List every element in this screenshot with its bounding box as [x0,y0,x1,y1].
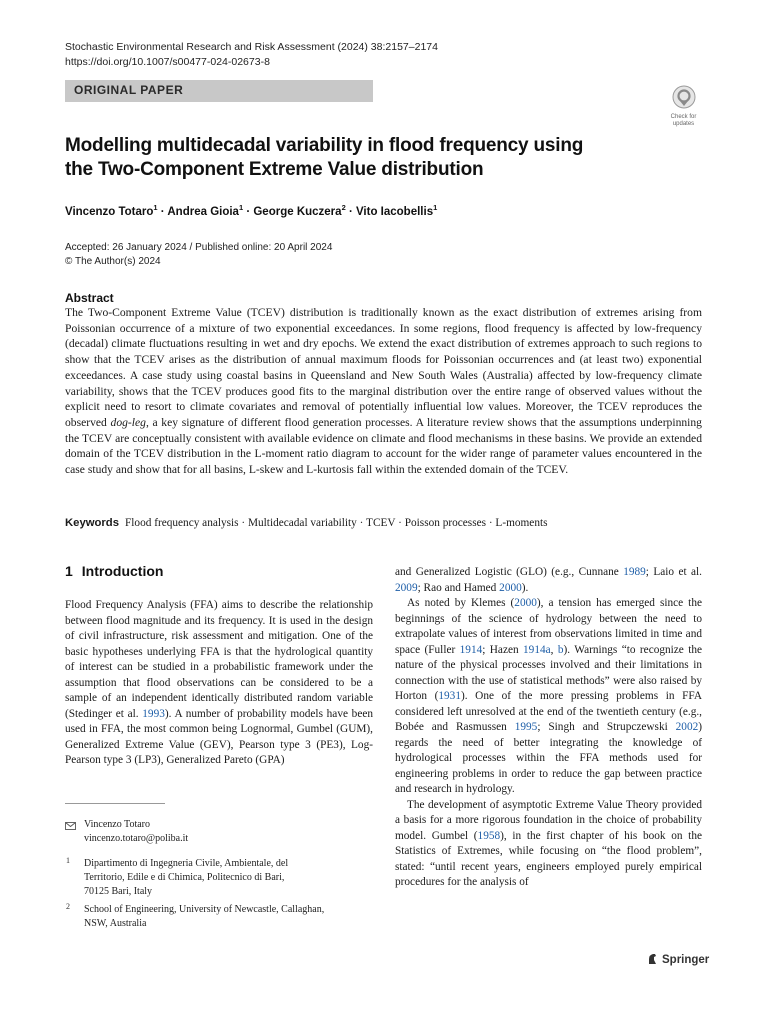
author-affiliation: 1 [238,203,244,212]
abstract-italic-term: dog-leg [110,415,146,429]
envelope-icon [65,822,76,830]
check-updates-line2: updates [672,121,695,127]
keywords-list: Flood frequency analysis · Multidecadal variability · TCEV · Poisson processes · L-moments [125,517,548,529]
publisher-name: Springer [662,954,710,966]
paper-title-line1: Modelling multidecadal variability in flood frequency using [65,135,584,156]
affiliation-line: NSW, Australia [84,918,147,929]
paragraph-text: ). A number of probability models have been used in FFA, the most common being Lognormal, Gumbel (GUM), Generalized Extreme Value (GEV), Pearson type 3 (PE3), Log-Pearson type 3 (LP3), Generalized Pareto (GPA) [65,707,373,766]
paragraph-text: ). [521,581,529,594]
paragraph-text: , [550,643,558,656]
author-name[interactable]: George Kuczera [253,205,342,218]
section-heading [65,563,163,579]
keywords-label: Keywords [65,517,119,529]
paragraph-text: ; Laio et al. [645,566,702,578]
citation-link[interactable]: 1958 [477,829,501,842]
affiliation-line: Dipartimento di Ingegneria Civile, Ambientale, del [84,858,289,869]
abstract-heading: Abstract [65,291,114,305]
keywords [65,517,705,529]
affiliation-2 [84,903,324,931]
citation-link[interactable]: 1914a [523,643,551,656]
paragraph-text: As noted by Klemes ( [407,597,515,609]
right-column [395,565,702,891]
affiliation-line: Territorio, Edile e di Chimica, Politecnico di Bari, [84,872,285,883]
citation-link[interactable]: 2009 [395,581,418,594]
citation-link[interactable]: 2002 [675,721,699,733]
affiliation-line: 70125 Bari, Italy [84,886,153,897]
paragraph-text: ; Rao and Hamed [417,581,500,594]
paper-title [65,134,625,182]
citation-link[interactable]: 1993 [142,707,165,720]
citation-link[interactable]: 1914 [459,643,483,656]
affiliation-1 [84,857,288,899]
affiliation-line: School of Engineering, University of Newcastle, Callaghan, [84,904,325,915]
paragraph-text: ). One of the more pressing problems in FFA considered left unresolved at the end of the twentieth century (e.g., Bobée and Rasmussen [395,690,702,733]
article-type-label: ORIGINAL PAPER [74,83,184,97]
publisher-logo [647,953,709,966]
paragraph [395,798,702,891]
author-name[interactable]: Vincenzo Totaro [65,205,154,218]
paragraph-text: ), a tension has emerged since the beginnings of the science of hydrology between the need to extrapolate values of interest from observations limited in time and space (Fuller [395,597,702,656]
corresponding-author-name: Vincenzo Totaro [84,819,150,830]
citation-link[interactable]: 1989 [623,566,646,578]
accepted-published-dates: Accepted: 26 January 2024 / Published online: 20 April 2024 [65,242,333,253]
citation-link[interactable]: 2000 [514,597,537,609]
paragraph-text: Flood Frequency Analysis (FFA) aims to describe the relationship between flood magnitude and its frequency. It is used in the design of civil infrastructure, risk assessment and mitigation. One of the basic hypotheses underlying FFA is that the hydrological quantity of interest can be studied in a probabilistic framework under the assumption that flood observations can be considered to be a sample of an independent identically distributed random variable (Stedinger et al. [65,599,373,720]
corresponding-author [84,818,188,846]
author-affiliation: 1 [153,203,158,212]
paragraph-text: ). Warnings “to recognize the nature of the physical processes involved and their limitations in connection with the use of statistical methods” were also raised by Horton ( [395,643,703,702]
paragraph-text: ) regards the need of better integrating the knowledge of hydrological processes within the FFA methods used for engineering problems in order to reduce the gap between practice and research in hydrology. [395,721,702,795]
paragraph [65,598,373,769]
check-updates-line1: Check for [670,114,697,120]
abstract-text: The Two-Component Extreme Value (TCEV) distribution is traditionally known as the exact distribution of extremes arising from Poissonian occurrence of a mixture of two exponential exceedances. In some regions, flood frequency is affected by low-frequency (decadal) climate fluctuations resulting in wet and dry epochs. We extend the exact distribution of extremes approach to such regions to show that the TCEV arises as the distribution of annual maximum floods for Poissonian occurrences and (at least two) exponential exceedances. A case study using coastal basins in Queensland and New South Wales (Australia) affected by low-frequency climate variability, shows that the TCEV produces good fits to the marginal distribution over the entire range of observed values without the explicit need to resort to climate covariates and removal of potentially influential low values. Moreover, the TCEV reproduces the observed [65,306,702,429]
paragraph [395,565,702,596]
author-list [65,203,437,218]
paragraph-text: ; Hazen [482,643,524,656]
author-name[interactable]: Andrea Gioia [167,205,239,218]
copyright-notice: © The Author(s) 2024 [65,256,161,267]
citation-link[interactable]: 1931 [438,690,461,702]
footnote-divider [65,803,165,804]
affiliation-number: 1 [66,856,70,865]
author-affiliation: 1 [433,203,438,212]
paragraph [395,596,702,798]
citation-link[interactable]: 2000 [499,581,522,594]
publication-dates [65,241,332,269]
abstract-body [65,305,702,478]
abstract-text: , a key signature of different flood generation processes. A literature review shows that the assumptions underpinning the TCEV are conceptually consistent with available evidence on climate and flood mechanisms in these basins. We provide an extended domain of the TCEV distribution in the L-moment ratio diagram to account for the wider range of parameter values encountered in the case study and show that for all basins, L-skew and L-kurtosis fall within the extended domain of the TCEV. [65,415,702,477]
springer-horse-icon [647,953,658,965]
author-separator: · [246,205,254,218]
journal-header [65,40,438,70]
corresponding-author-email[interactable]: vincenzo.totaro@poliba.it [84,833,189,844]
author-name[interactable]: Vito Iacobellis [355,205,434,218]
journal-citation: Stochastic Environmental Research and Risk Assessment (2024) 38:2157–2174 [65,41,438,53]
paragraph-text: The development of asymptotic Extreme Value Theory provided a basis for a more rigorous foundation in the choice of probability model. Gumbel ( [395,798,702,842]
article-type-banner [65,80,373,102]
author-separator: · [348,205,356,218]
author-separator: · [160,205,168,218]
author-affiliation: 2 [341,203,346,212]
paper-title-line2: the Two-Component Extreme Value distribution [65,159,484,180]
section-title: Introduction [81,563,164,579]
check-for-updates-badge[interactable] [666,85,701,125]
citation-link[interactable]: 1995 [514,721,538,733]
doi-link[interactable]: https://doi.org/10.1007/s00477-024-02673-8 [65,56,270,68]
paragraph-text: ; Singh and Strupczewski [537,721,676,733]
paragraph-text: and Generalized Logistic (GLO) (e.g., Cunnane [395,566,624,578]
left-column [65,598,373,769]
paragraph-text: ), in the first chapter of his book on the Statistics of Extremes, while focusing on “the flood problem”, stated: “until recent years, engineers employed purely empirical procedures for the analysis of [395,829,702,888]
section-number: 1 [65,563,73,579]
affiliation-number: 2 [66,902,70,911]
check-updates-icon [672,85,696,109]
citation-link[interactable]: b [557,643,564,656]
